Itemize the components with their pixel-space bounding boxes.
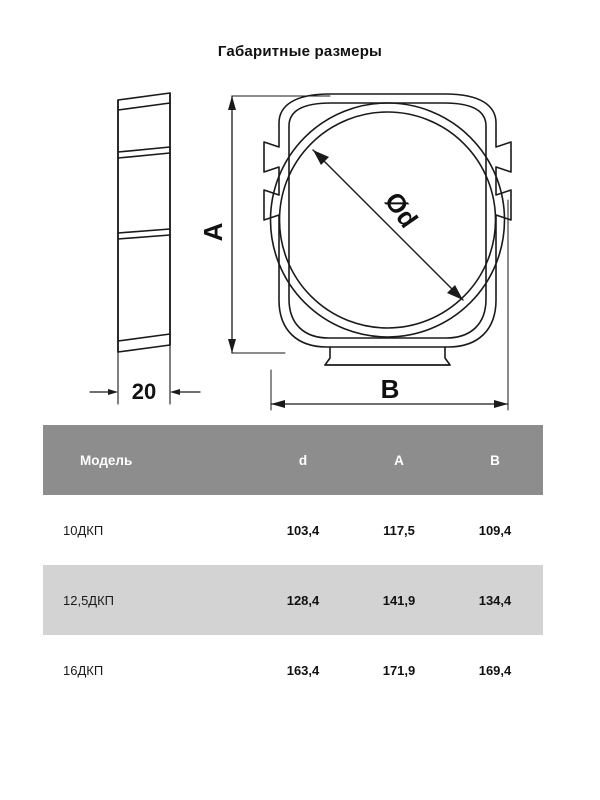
label-diameter-d: Ød: [378, 186, 425, 234]
cell-d: 128,4: [286, 592, 320, 608]
table-header-b: B: [447, 425, 543, 495]
table-row: [43, 635, 543, 705]
table-header-row: [43, 425, 543, 495]
cell-model: 10ДКП: [63, 522, 104, 538]
cell-d: 103,4: [286, 522, 320, 538]
label-width-20: 20: [131, 379, 157, 404]
table-row: [43, 495, 543, 565]
cell-a: 117,5: [383, 522, 415, 538]
cell-model: 12,5ДКП: [63, 592, 115, 608]
cell-d: 163,4: [286, 662, 320, 678]
table-row: [43, 565, 543, 635]
page-title: Габаритные размеры: [217, 43, 383, 60]
side-view-shape: [118, 93, 170, 352]
table-header-d: d: [255, 425, 351, 495]
table-header-model: Модель: [43, 425, 255, 495]
cell-a: 141,9: [382, 592, 416, 608]
cell-b: 134,4: [478, 592, 512, 608]
cell-b: 109,4: [478, 522, 512, 538]
cell-a: 171,9: [382, 662, 416, 678]
table-header-a: A: [351, 425, 447, 495]
dimensions-table: [43, 425, 543, 705]
cell-b: 169,4: [478, 662, 512, 678]
label-width-b: B: [380, 374, 400, 404]
label-height-a: A: [198, 222, 228, 242]
cell-model: 16ДКП: [63, 662, 104, 678]
dimension-arrow-diameter: [313, 150, 463, 300]
front-view-shape: [264, 94, 511, 365]
